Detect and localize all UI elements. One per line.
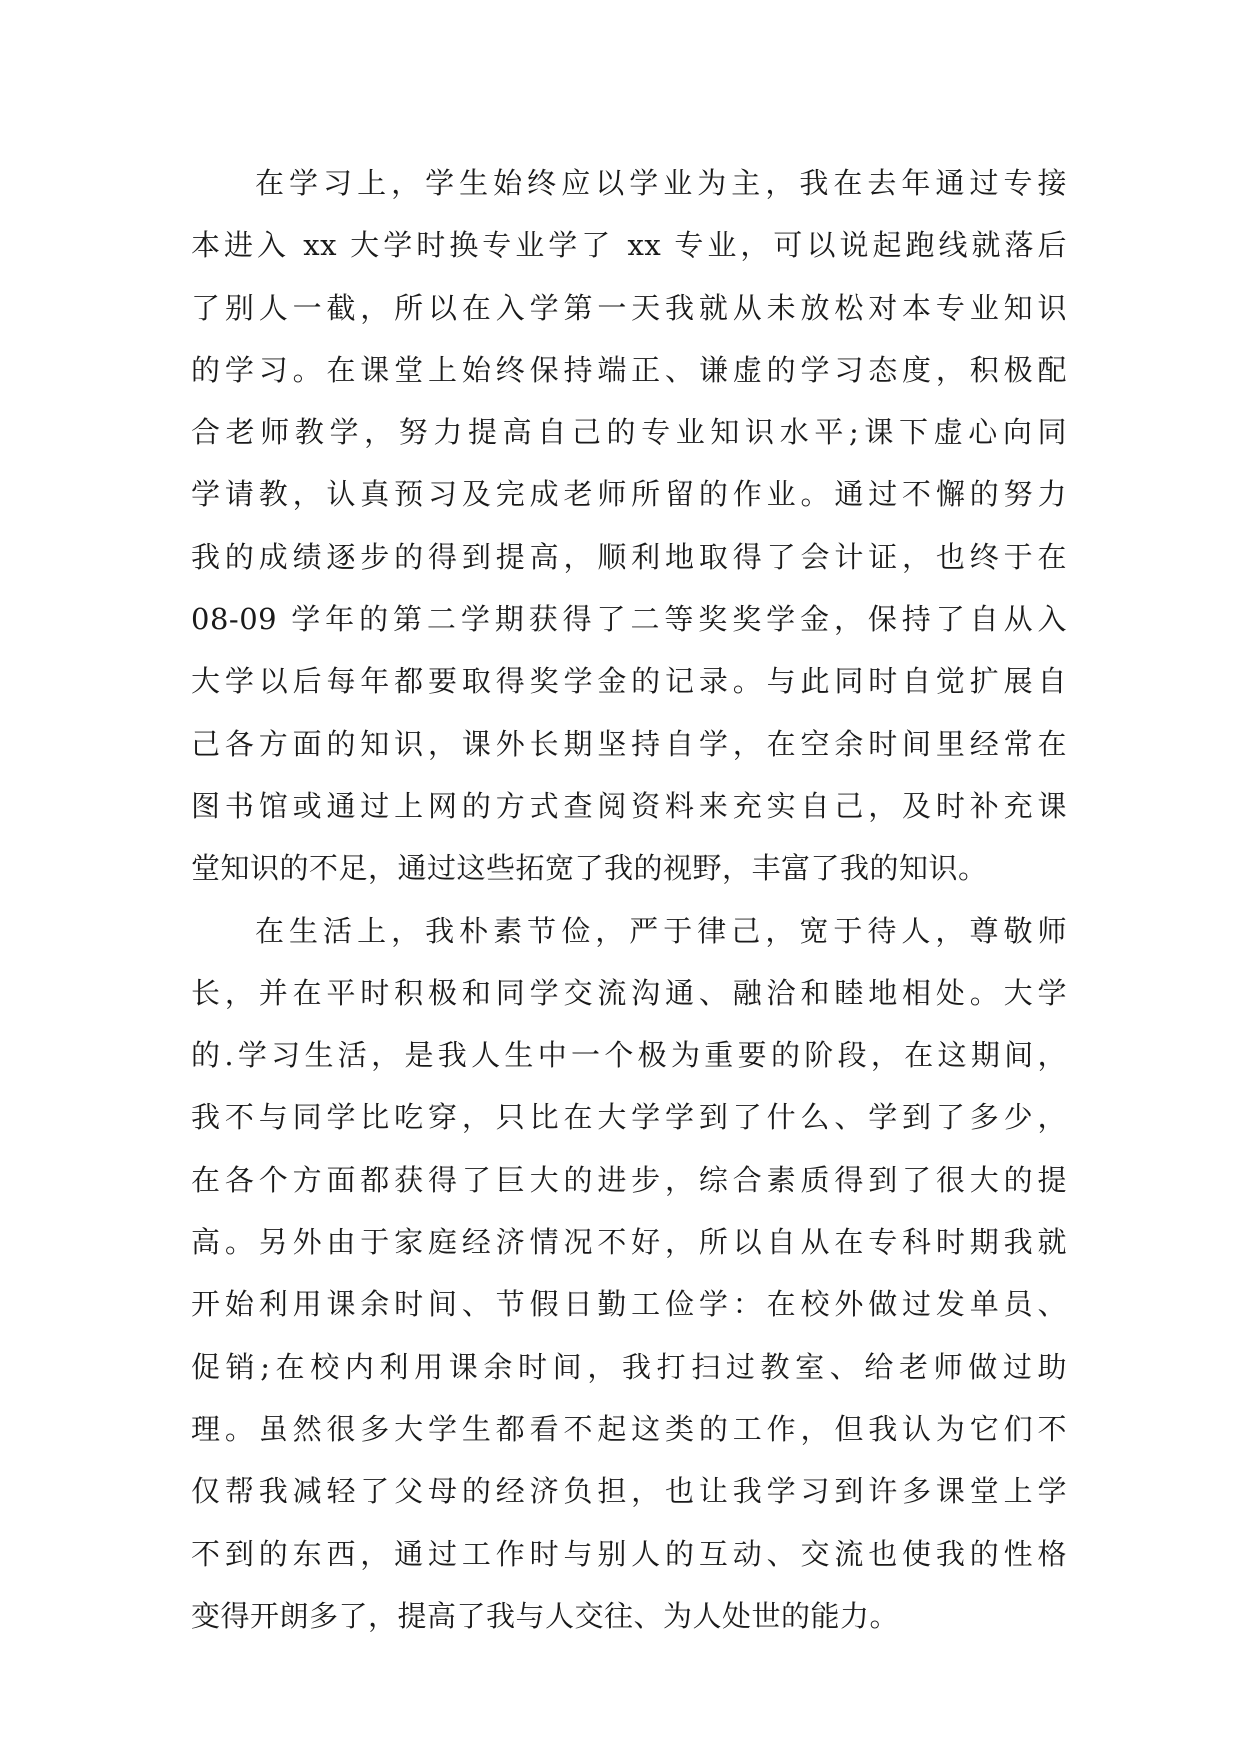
document-body [191,152,1067,1647]
paragraph-2-line-3: 的.学习生活，是我人生中一个极为重要的阶段，在这期间， [191,1038,1067,1073]
paragraph-2-line-8: 促销;在校内利用课余时间，我打扫过教室、给老师做过助 [191,1349,1067,1384]
paragraph-2-line-7: 开始利用课余时间、节假日勤工俭学：在校外做过发单员、 [191,1287,1067,1322]
paragraph-1-line-4: 的学习。在课堂上始终保持端正、谦虚的学习态度，积极配 [191,352,1067,387]
paragraph-1-line-5: 合老师教学，努力提高自己的专业知识水平;课下虚心向同 [191,415,1067,450]
paragraph-1-line-7: 我的成绩逐步的得到提高，顺利地取得了会计证，也终于在 [191,539,1067,574]
paragraph-2-line-10: 仅帮我减轻了父母的经济负担，也让我学习到许多课堂上学 [191,1474,1067,1509]
paragraph-2-line-5: 在各个方面都获得了巨大的进步，综合素质得到了很大的提 [191,1162,1067,1197]
paragraph-2-line-4: 我不与同学比吃穿，只比在大学学到了什么、学到了多少， [191,1100,1067,1135]
paragraph-2-line-6: 高。另外由于家庭经济情况不好，所以自从在专科时期我就 [191,1225,1067,1260]
paragraph-1-line-9: 大学以后每年都要取得奖学金的记录。与此同时自觉扩展自 [191,664,1067,699]
paragraph-2-line-11: 不到的东西，通过工作时与别人的互动、交流也使我的性格 [191,1536,1067,1571]
paragraph-2-line-9: 理。虽然很多大学生都看不起这类的工作，但我认为它们不 [191,1411,1067,1446]
paragraph-1-line-6: 学请教，认真预习及完成老师所留的作业。通过不懈的努力 [191,477,1067,512]
paragraph-2-line-2: 长，并在平时积极和同学交流沟通、融洽和睦地相处。大学 [191,975,1067,1010]
paragraph-1-line-11: 图书馆或通过上网的方式查阅资料来充实自己，及时补充课 [191,788,1067,823]
paragraph-1-line-1: 在学习上，学生始终应以学业为主，我在去年通过专接 [255,166,1067,200]
paragraph-1-line-3: 了别人一截，所以在入学第一天我就从未放松对本专业知识 [191,290,1067,325]
paragraph-2-line-1: 在生活上，我朴素节俭，严于律己，宽于待人，尊敬师 [255,913,1067,948]
paragraph-1-line-12: 堂知识的不足，通过这些拓宽了我的视野，丰富了我的知识。 [191,851,988,886]
paragraph-2-line-12: 变得开朗多了，提高了我与人交往、为人处世的能力。 [191,1598,900,1633]
paragraph-1-line-8: 08-09 学年的第二学期获得了二等奖奖学金，保持了自从入 [191,602,1067,637]
paragraph-1-line-2: 本进入 xx 大学时换专业学了 xx 专业，可以说起跑线就落后 [191,228,1067,263]
paragraph-1-line-10: 己各方面的知识，课外长期坚持自学，在空余时间里经常在 [191,726,1067,761]
